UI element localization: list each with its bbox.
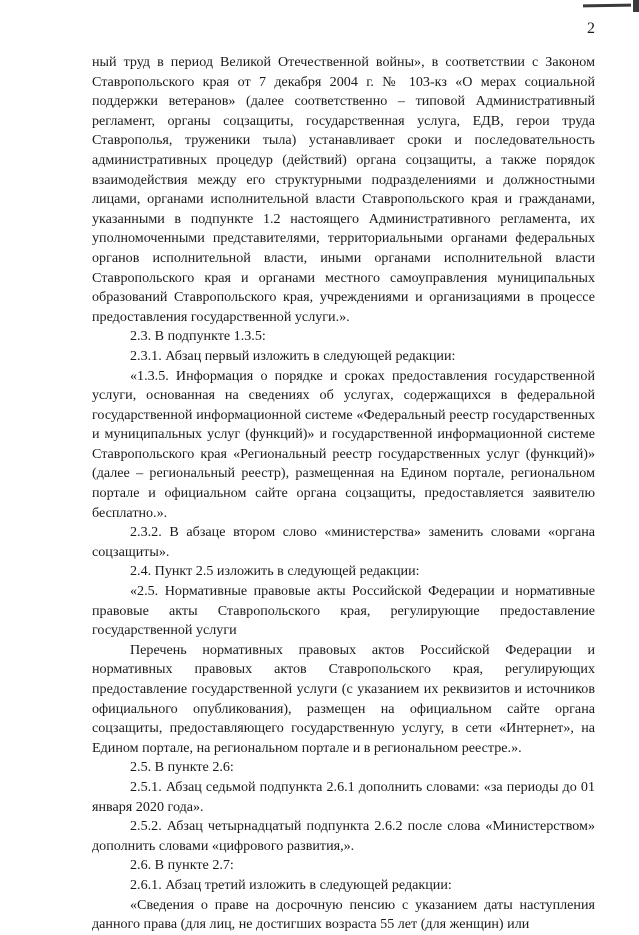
- paragraph: 2.3.2. В абзаце втором слово «министерства» заменить словами «органа соцзащиты».: [92, 524, 595, 560]
- paragraph: 2.3.1. Абзац первый изложить в следующей редакции:: [130, 347, 456, 364]
- document-body: [92, 53, 595, 935]
- paragraph: «2.5. Нормативные правовые акты Российской Федерации и нормативные правовые акты Ставропольского края, регулирующие предоставление государственной услуги: [92, 583, 595, 639]
- paragraph: 2.5. В пункте 2.6:: [130, 759, 234, 776]
- paragraph: 2.6.1. Абзац третий изложить в следующей редакции:: [130, 876, 452, 893]
- paragraph: 2.4. Пункт 2.5 изложить в следующей редакции:: [130, 563, 420, 580]
- paragraph: ный труд в период Великой Отечественной войны», в соответствии с Законом Ставропольского края от 7 декабря 2004 г. № 103-кз «О мерах социальной поддержки ветеранов» (далее соответственно – типовой Административный регламент, органы соцзащиты, государственная услуга, ЕДВ, герои труда Ставрополья, труженики тыла) устанавливает сроки и последовательность административных процедур (действий) органа соцзащиты, а также порядок взаимодействия между его структурными подразделениями и должностными лицами, органами исполнительной власти Ставропольского края и гражданами, указанными в подпункте 1.2 настоящего Административного регламента, их уполномоченными представителями, территориальными органами федеральных органов исполнительной власти, иными органами исполнительной власти Ставропольского края и органами местного самоуправления муниципальных образований Ставропольского края, учреждениями и организациями в процессе предоставления государственной услуги.».: [92, 54, 595, 325]
- paragraph: 2.5.2. Абзац четырнадцатый подпункта 2.6.2 после слова «Министерством» дополнить словами «цифрового развития,».: [92, 818, 595, 854]
- scan-edge-mark: [583, 4, 631, 8]
- paragraph: «Сведения о праве на досрочную пенсию с указанием даты наступления данного права (для лиц, не достигших возраста 55 лет (для женщин) или: [92, 896, 595, 933]
- paragraph: «1.3.5. Информация о порядке и сроках предоставления государственной услуги, основанная на сведениях об услугах, содержащихся в федеральной государственной информационной системе «Федеральный реестр государственных и муниципальных услуг (функций)» и государственной информационной системе Ставропольского края «Региональный реестр государственных услуг (функций)» (далее – региональный реестр), размещенная на Едином портале, региональном портале и официальном сайте органа соцзащиты, предоставляется заявителю бесплатно.».: [92, 367, 595, 521]
- page-number: 2: [587, 20, 595, 37]
- paragraph: Перечень нормативных правовых актов Российской Федерации и нормативных правовых актов Ставропольского края, регулирующих предоставление государственной услуги (с указанием их реквизитов и источников официального опубликования), размещен на официальном сайте органа соцзащиты, предоставляющего государственную услугу, в сети «Интернет», на Едином портале, на региональном портале и в региональном реестре.».: [92, 641, 595, 756]
- paragraph: 2.5.1. Абзац седьмой подпункта 2.6.1 дополнить словами: «за периоды до 01 января 2020 года».: [92, 778, 595, 815]
- scan-corner-mark: [633, 0, 639, 12]
- paragraph: 2.6. В пункте 2.7:: [130, 857, 234, 874]
- paragraph: 2.3. В подпункте 1.3.5:: [130, 328, 266, 345]
